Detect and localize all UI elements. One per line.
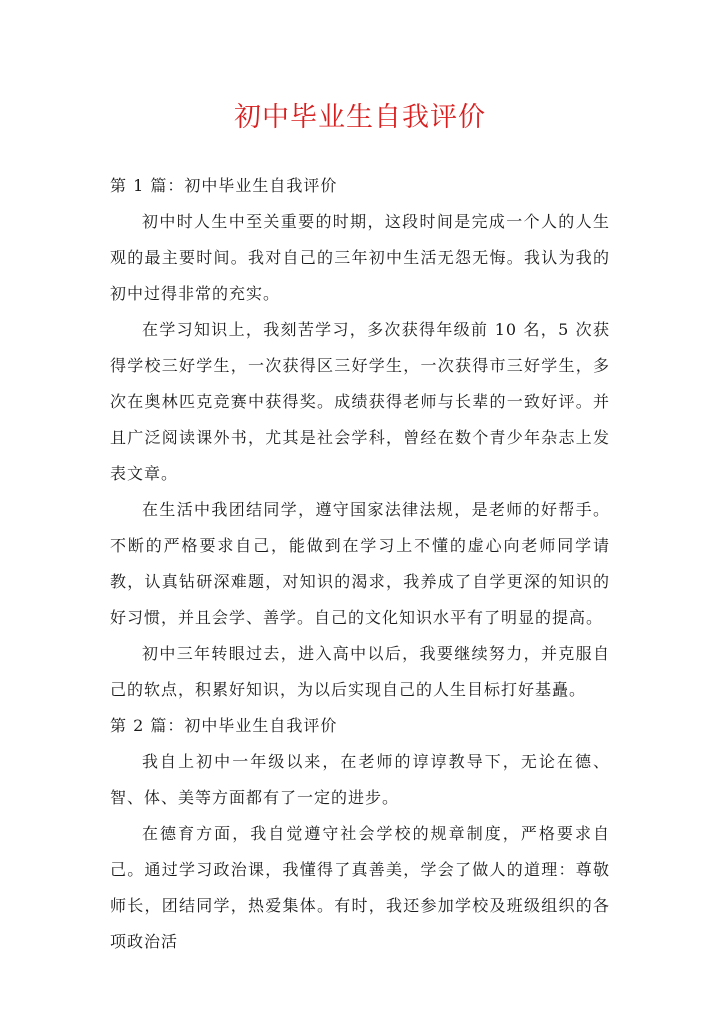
section-2-paragraph-1: 我自上初中一年级以来，在老师的谆谆教导下，无论在德、智、体、美等方面都有了一定的进步。 <box>110 752 610 807</box>
section-1-heading: 第 1 篇：初中毕业生自我评价 <box>110 176 338 195</box>
document-title: 初中毕业生自我评价 <box>234 102 486 133</box>
section-2-heading: 第 2 篇：初中毕业生自我评价 <box>110 716 338 735</box>
section-1-paragraph-2: 在学习知识上，我刻苦学习，多次获得年级前 10 名，5 次获得学校三好学生，一次获得区三好学生，一次获得市三好学生，多次在奥林匹克竞赛中获得奖。成绩获得老师与长辈的一致好评。并且广泛阅读课外书，尤其是社会学科，曾经在数个青少年杂志上发表文章。 <box>110 320 610 483</box>
document-body <box>110 168 610 960</box>
section-1-paragraph-3: 在生活中我团结同学，遵守国家法律法规，是老师的好帮手。不断的严格要求自己，能做到在学习上不懂的虚心向老师同学请教，认真钻研深难题，对知识的渴求，我养成了自学更深的知识的好习惯，并且会学、善学。自己的文化知识水平有了明显的提高。 <box>110 500 610 627</box>
section-1-paragraph-4: 初中三年转眼过去，进入高中以后，我要继续努力，并克服自己的软点，积累好知识，为以后实现自己的人生目标打好基矗。 <box>110 644 610 699</box>
section-2-paragraph-2: 在德育方面，我自觉遵守社会学校的规章制度，严格要求自己。通过学习政治课，我懂得了真善美，学会了做人的道理：尊敬师长，团结同学，热爱集体。有时，我还参加学校及班级组织的各项政治活 <box>110 824 610 951</box>
section-1-paragraph-1: 初中时人生中至关重要的时期，这段时间是完成一个人的人生观的最主要时间。我对自己的三年初中生活无怨无悔。我认为我的初中过得非常的充实。 <box>110 212 610 303</box>
